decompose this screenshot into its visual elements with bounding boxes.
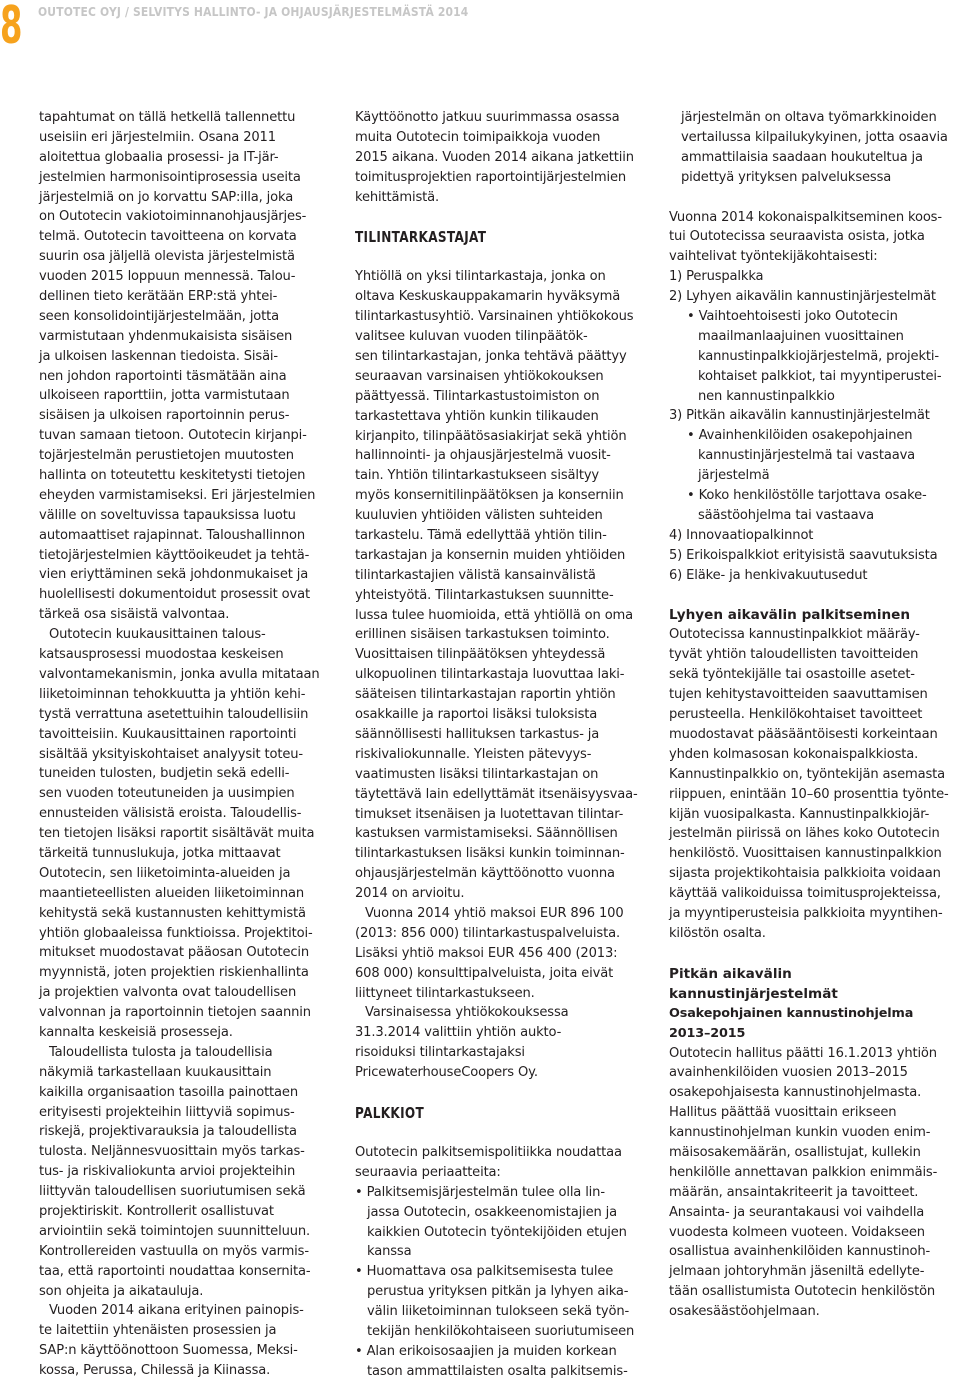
text-line: tapahtumat on tällä hetkellä tallennettu xyxy=(39,110,296,125)
text-line: tarkastajan ja konsernin muiden yhtiöiden xyxy=(355,547,626,563)
text-line: Outotecissa kannustinpalkkiot määräy- xyxy=(669,627,920,643)
list-item: 3) Pitkän aikavälin kannustinjärjestelmät xyxy=(669,408,930,424)
text-line: vien eriyttäminen sekä johdonmukaiset ja xyxy=(39,567,309,583)
text-line: valitsee kuluvan vuoden tilinpäätök- xyxy=(355,329,588,345)
text-line: jestelmien harmonisointiprosessia useita xyxy=(39,169,301,185)
section-heading-short-term: Lyhyen aikavälin palkitseminen xyxy=(669,607,911,624)
text-line: ammattilaisia saadaan houkuteltua ja xyxy=(681,149,923,165)
text-line: arviointiin sekä toimintojen suunnitteluun. xyxy=(39,1223,311,1239)
text-line: sen vuoden toteutuneiden ja uusimpien xyxy=(39,786,295,802)
text-line: lussa tulee huomioida, että yhtiöllä on oma xyxy=(355,607,634,623)
subheading-share-plan: Osakepohjainen kannustinohjelma xyxy=(669,1005,914,1021)
text-line: maailmanlaajuinen vuosittainen xyxy=(698,328,904,344)
text-line: kijän vuosipalkasta. Kannustinpalkkiojär- xyxy=(669,806,930,822)
text-line: ulkoiseen raporttiin, jotta varmistutaan xyxy=(39,388,290,404)
text-line: liiketoiminnan tehokkuutta ja yhtiön kehi- xyxy=(39,686,306,702)
text-line: järjestelmän on oltava työmarkkinoiden xyxy=(681,110,937,125)
text-line: Varsinaisessa yhtiökokouksessa xyxy=(365,1005,569,1021)
text-line: säästöohjelma tai vastaava xyxy=(698,507,875,523)
text-line: kirjanpito, tilinpäätösasiakirjat sekä yhtiön xyxy=(355,428,627,444)
section-heading-long-term-2: kannustinjärjestelmät xyxy=(669,985,838,1002)
text-line: vuodesta kolmeen vuoteen. Voidakseen xyxy=(669,1224,925,1240)
text-line: päättyessä. Tilintarkastustoimiston on xyxy=(355,388,600,404)
text-line: kossa, Perussa, Chilessä ja Kiinassa. xyxy=(39,1363,271,1379)
running-header: OUTOTEC OYJ / SELVITYS HALLINTO- JA OHJAUSJÄRJESTELMÄSTÄ 2014 xyxy=(38,4,469,19)
text-line: sen tilintarkastajan, jonka tehtävä päättyy xyxy=(355,349,627,365)
bullet-item: • Alan erikoisosaajien ja muiden korkean xyxy=(355,1343,617,1359)
text-line: tavoitteisiin. Kuukausittainen raportointi xyxy=(39,726,297,742)
text-line: katsausprosessi muodostaa keskeisen xyxy=(39,647,284,663)
text-line: tojärjestelmän perustietojen muutosten xyxy=(39,448,294,464)
text-line: useisiin eri järjestelmiin. Osana 2011 xyxy=(39,129,276,145)
text-line: tason ammattilaisten osalta palkitsemis- xyxy=(367,1363,628,1379)
text-line: kohtaiset palkkiot, tai myyntiperustei- xyxy=(698,368,942,384)
text-line: määrän, ansaintakriteerit ja tavoitteet. xyxy=(669,1184,919,1200)
text-line: projektiriskit. Kontrollerit osallistuvat xyxy=(39,1203,274,1219)
list-item: 6) Eläke- ja henkivakuutusedut xyxy=(669,567,868,583)
text-line: tilintarkastajien välistä kansainvälistä xyxy=(355,567,596,583)
text-line: telmä. Outotecin tavoitteena on korvata xyxy=(39,229,297,245)
text-line: Outotecin hallitus päätti 16.1.2013 yhtiön xyxy=(669,1045,937,1061)
text-line: perusteella. Henkilökohtaiset tavoitteet xyxy=(669,707,923,723)
text-line: tarkastelu. Tämä edellyttää yhtiön tilin- xyxy=(355,528,607,544)
text-line: muodostavat pääsääntöisesti korkeintaan xyxy=(669,726,938,742)
text-line: kuuluvien yhtiöiden välisten suhteiden xyxy=(355,508,603,524)
text-line: suurin osa jäljellä olevista järjestelmistä xyxy=(39,249,295,265)
text-line: muita Outotecin toimipaikkoja vuoden xyxy=(355,129,601,145)
text-line: yhden kolmasosan kokonaispalkkiosta. xyxy=(669,746,919,762)
text-line: 608 000) konsulttipalveluista, joita eivät xyxy=(355,965,614,981)
text-line: tui Outotecissa seuraavista osista, jotka xyxy=(669,229,925,245)
text-line: tuvan samaan tietoon. Outotecin kirjanpi- xyxy=(39,428,307,444)
text-line: nen johdon raportointi täsmätään aina xyxy=(39,368,287,384)
text-line: Taloudellista tulosta ja taloudellisia xyxy=(49,1044,273,1060)
text-line: riskejä, projektivarauksia ja taloudellista xyxy=(39,1124,297,1140)
text-line: ulkopuolinen tilintarkastaja luovuttaa laki- xyxy=(355,667,625,683)
text-line: varmistutaan yhdenmukaisista sisäisen xyxy=(39,328,293,344)
text-line: dellinen tieto kerätään ERP:stä yhtei- xyxy=(39,289,278,305)
text-line: tekijän henkilökohtaiseen suoriutumiseen xyxy=(367,1323,635,1339)
text-line: kaikilla organisaation tasoilla painottaen xyxy=(39,1084,298,1100)
text-line: te laitettiin yhtenäisten prosessien ja xyxy=(39,1323,277,1339)
text-line: vaihtelivat työntekijäkohtaisesti: xyxy=(669,249,878,265)
text-line: kastuksen varmistamiseksi. Säännöllisen xyxy=(355,826,618,842)
text-line: Käyttöönotto jatkuu suurimmassa osassa xyxy=(355,110,620,125)
text-line: ja myyntiperusteisia palkkioita myyntihen- xyxy=(669,905,943,921)
text-line: tilintarkastuksen lisäksi kunkin toiminnan- xyxy=(355,846,625,862)
section-heading-remuneration: PALKKIOT xyxy=(355,1103,425,1122)
text-line: Outotecin, sen liiketoiminta-alueiden ja xyxy=(39,865,291,881)
text-line: tuneiden tulosten, budjetin sekä edelli- xyxy=(39,766,290,782)
page-number: 8 xyxy=(0,0,21,56)
text-line: kanssa xyxy=(367,1244,412,1260)
text-line: Vuosittaisen tilinpäätöksen yhteydessä xyxy=(355,647,606,663)
text-line: vaatimusten lisäksi tilintarkastajan on xyxy=(355,766,599,782)
text-line: tystä verrattuna asetettuihin taloudellisiin xyxy=(39,706,309,722)
text-line: vuoden 2015 loppuun mennessä. Talou- xyxy=(39,269,296,285)
text-line: Kontrollereiden vastuulla on myös varmis- xyxy=(39,1243,309,1259)
list-item: 5) Erikoispalkkiot erityisistä saavutuksista xyxy=(669,547,938,563)
text-line: Vuonna 2014 yhtiö maksoi EUR 896 100 xyxy=(365,905,624,921)
column-1 xyxy=(39,108,339,1381)
text-line: osallistua avainhenkilöiden kannustinoh- xyxy=(669,1244,931,1260)
text-line: tujen kehitystavoitteiden saavuttamisen xyxy=(669,687,928,703)
text-line: sääteisen tilintarkastajan raportin yhtiön xyxy=(355,687,616,703)
text-line: aloitettua globaalia prosessi- ja IT-jär- xyxy=(39,149,279,165)
text-line: tärkeä osa sisäistä valvontaa. xyxy=(39,607,230,623)
text-line: Outotecin kuukausittainen talous- xyxy=(49,627,266,643)
text-line: nen kannustinpalkkio xyxy=(698,388,835,404)
list-item: 1) Peruspalkka xyxy=(669,269,764,285)
text-line: son ohjeita ja aikatauluja. xyxy=(39,1283,204,1299)
text-line: kannustinpalkkiojärjestelmä, projekti- xyxy=(698,348,939,364)
text-line: järjestelmiä on jo korvattu SAP:illa, joka xyxy=(39,189,294,205)
text-line: Hallitus päättää vuosittain erikseen xyxy=(669,1105,897,1121)
text-line: toimitusprojektien raportointijärjestelmien xyxy=(355,169,627,185)
text-line: kilöstön osalta. xyxy=(669,925,766,941)
text-line: hallinta on toteutettu keskitetysti tietojen xyxy=(39,468,306,484)
text-line: sisältää yksityiskohtaiset analyysit toteu- xyxy=(39,746,303,762)
text-line: kehitystä sekä kustannusten kehittymistä xyxy=(39,905,306,921)
column-2 xyxy=(355,108,655,1382)
text-line: kehittämistä. xyxy=(355,189,439,205)
text-line: hallinnointi- ja ohjausjärjestelmä vuosit- xyxy=(355,448,611,464)
text-line: ennusteiden välisistä eroista. Taloudellis- xyxy=(39,806,302,822)
column-3 xyxy=(669,108,959,1322)
text-line: liittyneet tilintarkastukseen. xyxy=(355,985,535,1001)
text-line: Outotecin palkitsemispolitiikka noudattaa xyxy=(355,1144,622,1160)
text-line: mitukset muodostavat pääosan Outotecin xyxy=(39,945,310,961)
text-line: ten tietojen lisäksi raportit sisältävät muita xyxy=(39,826,315,842)
subheading-share-plan-years: 2013–2015 xyxy=(669,1025,746,1041)
text-line: risoiduksi tilintarkastajaksi xyxy=(355,1045,525,1061)
text-line: Lisäksi yhtiö maksoi EUR 456 400 (2013: xyxy=(355,945,618,961)
section-heading-auditors: TILINTARKASTAJAT xyxy=(355,228,487,247)
text-line: välin liiketoiminnan tulokseen sekä työn- xyxy=(367,1304,630,1320)
text-line: liittyvän taloudellisen suoriutumisen sekä xyxy=(39,1184,306,1200)
text-line: 2014 on arvioitu. xyxy=(355,886,465,902)
text-line: tarkastettava yhtiön kunkin tilikauden xyxy=(355,408,599,424)
text-line: ja ulkoisen laskennan tiedoista. Sisäi- xyxy=(39,348,278,364)
text-line: kannustinohjelman kunkin vuoden enim- xyxy=(669,1125,931,1141)
text-line: tilintarkastusyhtiö. Varsinainen yhtiökokous xyxy=(355,309,634,325)
text-line: osakesäästöohjelmaan. xyxy=(669,1304,820,1320)
text-line: tärkeitä tunnuslukuja, jotka mittaavat xyxy=(39,845,281,861)
text-line: timukset itsenäisen ja luotettavan tilintar- xyxy=(355,806,624,822)
bullet-item: • Avainhenkilöiden osakepohjainen xyxy=(687,428,913,444)
text-line: seuraavia periaatteita: xyxy=(355,1164,501,1180)
text-line: PricewaterhouseCoopers Oy. xyxy=(355,1065,538,1081)
text-line: henkilölle annettavan palkkion enimmäis- xyxy=(669,1164,938,1180)
text-line: 31.3.2014 valittiin yhtiön aukto- xyxy=(355,1025,562,1041)
text-line: tulosta. Neljännesvuosittain myös tarkas- xyxy=(39,1144,305,1160)
text-line: erityisesti projekteihin liittyviä sopimus- xyxy=(39,1104,295,1120)
text-line: osakkaille ja raportoi lisäksi tuloksista xyxy=(355,707,598,723)
text-line: maantieteellisten alueiden liiketoiminnan xyxy=(39,885,305,901)
text-line: eheyden varmistamiseksi. Eri järjestelmien xyxy=(39,487,316,503)
text-line: on Outotecin vakiotoiminnanohjausjärjes- xyxy=(39,209,307,225)
section-heading-long-term: Pitkän aikavälin xyxy=(669,965,792,982)
text-line: käyttää valikoiduissa toimitusprojekteissa, xyxy=(669,886,941,902)
text-line: mäisosakemäärän, osallistujat, kullekin xyxy=(669,1145,921,1160)
text-line: Vuonna 2014 kokonaispalkitseminen koos- xyxy=(669,209,942,225)
text-line: kannalta keskeisiä prosesseja. xyxy=(39,1024,233,1040)
text-line: jestelmän piirissä on lähes koko Outotecin xyxy=(669,826,940,842)
text-line: SAP:n käyttöönottoon Suomessa, Meksi- xyxy=(39,1343,298,1359)
text-line: huolellisesti dokumentoidut prosessit ovat xyxy=(39,587,310,603)
text-line: Vuoden 2014 aikana erityinen painopis- xyxy=(49,1303,304,1319)
text-line: erillinen sisäisen tarkastuksen toiminto. xyxy=(355,627,610,643)
text-line: seen konsolidointijärjestelmään, jotta xyxy=(39,308,280,324)
text-line: tus- ja riskivaliokunta arvioi projekteihin xyxy=(39,1164,296,1180)
text-line: pidettyä yrityksen palveluksessa xyxy=(681,169,892,185)
text-line: valvontamekanismin, jonka avulla mitataan xyxy=(39,666,320,682)
text-line: tain. Yhtiön tilintarkastukseen sisältyy xyxy=(355,468,600,484)
text-line: myynnistä, joten projektien riskienhallinta xyxy=(39,965,309,981)
text-line: välille on soveltuvissa tapauksissa luotu xyxy=(39,507,296,523)
text-line: sisäisen ja ulkoisen raportoinnin perus- xyxy=(39,408,290,424)
text-line: Kannustinpalkkio on, työntekijän asemasta xyxy=(669,766,945,782)
text-line: yhtiön globaaleissa funktioissa. Projektitoi- xyxy=(39,925,313,941)
text-line: riskivaliokunnalle. Yleisten pätevyys- xyxy=(355,746,592,762)
text-line: jelmaan johtoryhmän jäseniltä edellyte- xyxy=(669,1264,925,1280)
text-line: henkilöstö. Vuosittaisen kannustinpalkkion xyxy=(669,846,942,862)
text-line: säännöllisesti hallituksen tarkastus- ja xyxy=(355,726,600,742)
text-line: taa, että raportointi noudattaa konsernita- xyxy=(39,1263,311,1279)
text-line: riippuen, enintään 10–60 prosenttia työnte- xyxy=(669,786,949,802)
text-line: oltava Keskuskauppakamarin hyväksymä xyxy=(355,289,621,305)
list-item: 4) Innovaatiopalkinnot xyxy=(669,527,814,543)
list-item: 2) Lyhyen aikavälin kannustinjärjestelmät xyxy=(669,289,936,305)
text-line: 2015 aikana. Vuoden 2014 aikana jatkettiin xyxy=(355,149,634,165)
text-line: seuraavan varsinaisen yhtiökokouksen xyxy=(355,368,604,384)
text-line: Yhtiöllä on yksi tilintarkastaja, jonka on xyxy=(355,269,606,285)
text-line: tyvät yhtiön taloudellisten tavoitteiden xyxy=(669,647,919,663)
text-line: ja projektien valvonta ovat taloudellisen xyxy=(39,985,297,1001)
text-line: kannustinjärjestelmä tai vastaava xyxy=(698,448,916,464)
text-line: Ansainta- ja seurantakausi voi vaihdella xyxy=(669,1204,925,1220)
text-line: yhteistyötä. Tilintarkastuksen suunnitte- xyxy=(355,587,614,603)
bullet-item: • Vaihtoehtoisesti joko Outotecin xyxy=(687,309,898,325)
bullet-item: • Palkitsemisjärjestelmän tulee olla lin- xyxy=(355,1184,605,1200)
text-line: näkymiä tarkastellaan kuukausittain xyxy=(39,1064,272,1080)
bullet-item: • Huomattava osa palkitsemisesta tulee xyxy=(355,1264,614,1280)
text-line: sekä työntekijälle tai osastoille asetet- xyxy=(669,667,915,683)
text-line: ohjausjärjestelmän käyttöönotto vuonna xyxy=(355,866,615,882)
text-line: sijasta projektikohtaisia palkkioita voidaan xyxy=(669,866,941,882)
text-line: vertailussa kilpailukykyinen, jotta osaavia xyxy=(681,129,948,145)
text-line: täytettävä lain edellyttämät itsenäisyysvaa- xyxy=(355,786,638,802)
text-line: avainhenkilöiden vuosien 2013–2015 xyxy=(669,1065,908,1081)
text-line: jassa Outotecin, osakkeenomistajien ja xyxy=(367,1204,617,1220)
text-line: valvonnan ja raportoinnin tietojen saannin xyxy=(39,1005,311,1021)
text-line: tään osallistumista Outotecin henkilöstön xyxy=(669,1284,936,1300)
text-line: (2013: 856 000) tilintarkastuspalveluista. xyxy=(355,925,620,941)
text-line: automaattiset rajapinnat. Taloushallinnon xyxy=(39,527,306,543)
text-line: kaikkien Outotecin työntekijöiden etujen xyxy=(367,1224,627,1240)
text-line: järjestelmä xyxy=(698,468,770,484)
text-line: myös konsernitilinpäätöksen ja konserniin xyxy=(355,488,624,504)
text-line: tietojärjestelmien käyttöoikeudet ja tehtä- xyxy=(39,547,310,563)
bullet-item: • Koko henkilöstölle tarjottava osake- xyxy=(687,488,927,504)
text-line: perustua yrityksen pitkän ja lyhyen aika- xyxy=(367,1284,629,1300)
text-line: osakepohjaisesta kannustinohjelmasta. xyxy=(669,1085,922,1101)
